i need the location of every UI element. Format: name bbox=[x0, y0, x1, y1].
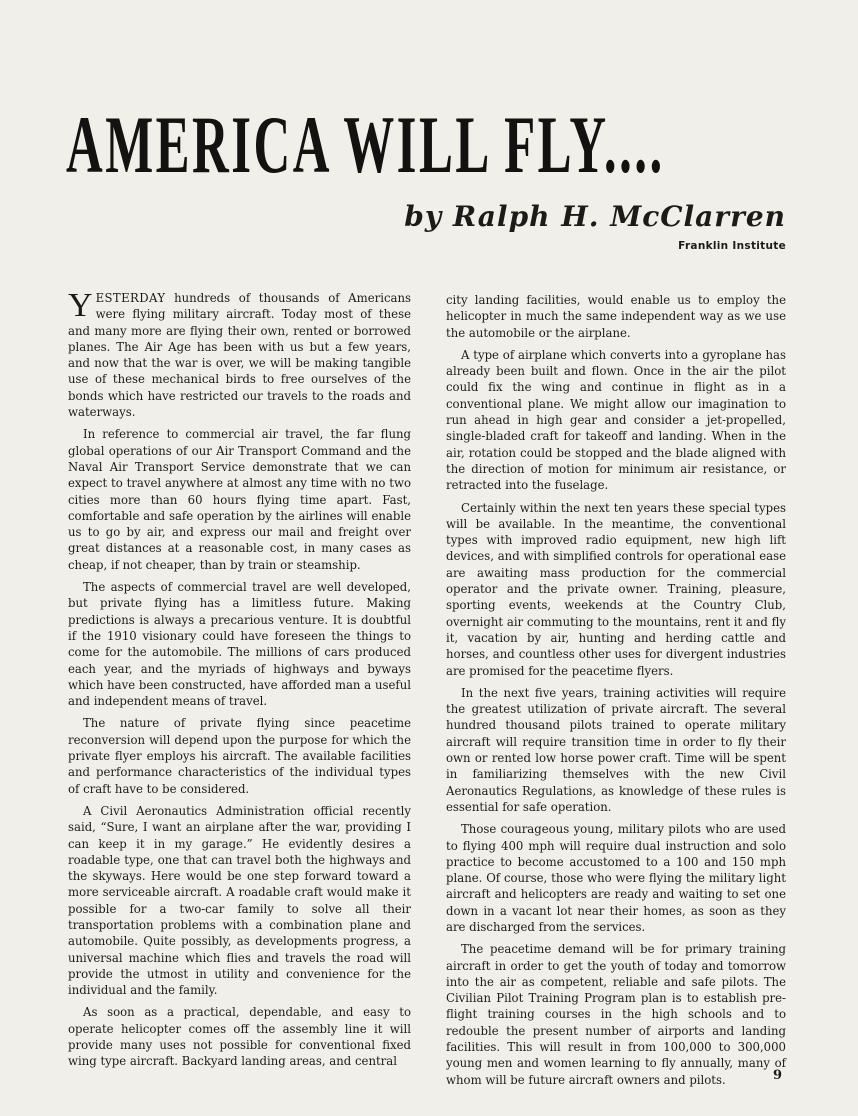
author-affiliation: Franklin Institute bbox=[678, 240, 786, 252]
paragraph: The peacetime demand will be for primary training aircraft in order to get the youth of today and tomorrow into the air as competent, reliable and safe pilots. The Civilian Pilot Training Program plan is to establish pre-flight training courses in the high schools and to redouble the present number of airports and landing facilities. This will result in from 100,000 to 300,000 young men and women learning to fly annually, many of whom will be future aircraft owners and pilots. bbox=[446, 942, 786, 1087]
drop-cap: Y bbox=[68, 287, 93, 324]
paragraph: In the next five years, training activities will require the greatest utilization of private aircraft. The several hundred thousand pilots trained to operate military aircraft will require transition time in order to fly their own or rented low horse power craft. Time will be spent in familiarizing themselves with the new Civil Aeronautics Regulations, as knowledge of these rules is essential for safe operation. bbox=[446, 685, 786, 814]
article-title: AMERICA WILL FLY.... bbox=[66, 99, 665, 190]
paragraph: As soon as a practical, dependable, and easy to operate helicopter comes off the assembly line it will provide many uses not possible for conventional fixed wing type aircraft. Backyard landing areas, and central bbox=[68, 1005, 411, 1069]
paragraph: A Civil Aeronautics Administration official recently said, “Sure, I want an airplane after the war, providing I can keep it in my garage.” He evidently desires a roadable type, one that can travel both the highways and the skyways. Here would be one step forward toward a more serviceable aircraft. A roadable craft would make it possible for a two-car family to solve all their transportation problems with a combination plane and automobile. Quite possibly, as developments progress, a universal machine which flies and travels the road will provide the utmost in utility and convenience for the individual and the family. bbox=[68, 803, 411, 998]
paragraph-text: hundreds of thousands of Americans were flying military aircraft. Today most of these and many more are flying their own, rented or borrowed planes. The Air Age has been with us but a few years, and now that the war is over, we will be making tangible use of these mechanical birds to free ourselves of the bonds which have restricted our travels to the roads and waterways. bbox=[68, 291, 411, 420]
author-byline: by Ralph H. McClarren bbox=[404, 200, 786, 233]
paragraph: The aspects of commercial travel are well developed, but private flying has a limitless future. Making predictions is always a precarious venture. It is doubtful if the 1910 visionary could have foreseen the things to come for the automobile. The millions of cars produced each year, and the myriads of highways and byways which have been constructed, have afforded man a useful and independent means of travel. bbox=[68, 580, 411, 709]
paragraph: A type of airplane which converts into a gyroplane has already been built and flown. Once in the air the pilot could fix the wing and continue in flight as in a conventional plane. We might allow our imagination to run ahead in high gear and consider a jet-propelled, single-bladed craft for takeoff and landing. When in the air, rotation could be stopped and the blade aligned with the direction of motion for minimum air resistance, or retracted into the fuselage. bbox=[446, 347, 786, 493]
left-column bbox=[68, 287, 411, 1076]
lead-in-caps: ESTERDAY bbox=[95, 291, 166, 305]
right-column bbox=[446, 292, 786, 1094]
paragraph: Certainly within the next ten years these special types will be available. In the meantime, the conventional types with improved radio equipment, new high lift devices, and with simplified controls for operational ease are awaiting mass production for the commercial operator and the private owner. Training, pleasure, sporting events, weekends at the Country Club, overnight air commuting to the mountains, rent it and fly it, vacation by air, hunting and herding cattle and horses, and countless other uses for divergent industries are promised for the peacetime flyers. bbox=[446, 500, 786, 678]
paragraph: Those courageous young, military pilots who are used to flying 400 mph will require dual instruction and solo practice to become accustomed to a 100 and 150 mph plane. Of course, those who were flying the military light aircraft and helicopters are ready and waiting to set one down in a vacant lot near their homes, as soon as they are discharged from the services. bbox=[446, 822, 786, 934]
paragraph: city landing facilities, would enable us to employ the helicopter in much the same independent way as we use the automobile or the airplane. bbox=[446, 293, 786, 340]
page-number: 9 bbox=[772, 1068, 782, 1083]
paragraph: The nature of private flying since peacetime reconversion will depend upon the purpose for which the private flyer employs his aircraft. The available facilities and performance characteristics of the individual types of craft have to be considered. bbox=[68, 716, 411, 796]
paragraph bbox=[68, 287, 411, 420]
paragraph: In reference to commercial air travel, the far flung global operations of our Air Transport Command and the Naval Air Transport Service demonstrate that we can expect to travel anywhere at almost any time with no two cities more than 60 hours flying time apart. Fast, comfortable and safe operation by the airlines will enable us to go by air, and express our mail and freight over great distances at a reasonable cost, in many cases as cheap, if not cheaper, than by train or steamship. bbox=[68, 427, 411, 572]
